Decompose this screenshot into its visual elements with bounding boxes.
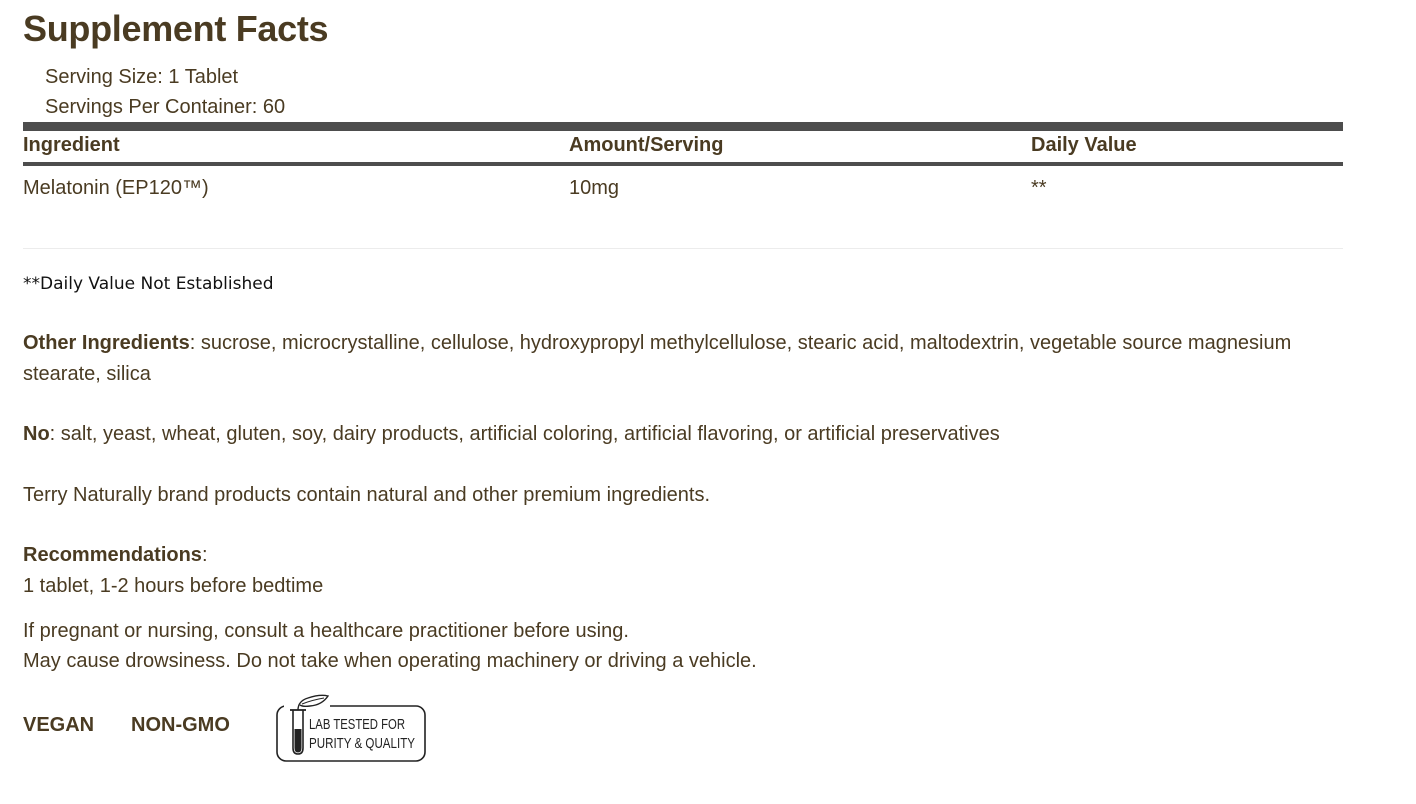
header-amount-serving: Amount/Serving bbox=[569, 134, 724, 156]
other-ingredients-text: : sucrose, microcrystalline, cellulose, hydroxypropyl methylcellulose, stearic acid, maltodextrin, vegetable source magnesium stearate, silica bbox=[23, 332, 1292, 385]
no-list bbox=[23, 419, 1000, 450]
header-ingredient: Ingredient bbox=[23, 134, 120, 156]
daily-value-footnote: **Daily Value Not Established bbox=[23, 274, 274, 294]
warning-pregnant: If pregnant or nursing, consult a healthcare practitioner before using. bbox=[23, 620, 629, 642]
recommendations-label: Recommendations bbox=[23, 544, 202, 566]
table-top-rule bbox=[23, 122, 1343, 131]
recommendations-text: 1 tablet, 1-2 hours before bedtime bbox=[23, 575, 324, 597]
servings-per-container: Servings Per Container: 60 bbox=[45, 96, 286, 118]
other-ingredients bbox=[23, 328, 1323, 390]
supplement-facts-title: Supplement Facts bbox=[23, 8, 329, 49]
lab-tested-line2: PURITY & QUALITY bbox=[309, 735, 415, 752]
vegan-badge: VEGAN bbox=[23, 714, 95, 736]
lab-tested-badge bbox=[276, 693, 426, 763]
brand-statement: Terry Naturally brand products contain natural and other premium ingredients. bbox=[23, 484, 711, 506]
header-daily-value: Daily Value bbox=[1031, 134, 1137, 156]
cell-daily-value: ** bbox=[1031, 177, 1047, 199]
recommendations-colon: : bbox=[201, 544, 208, 566]
no-text: : salt, yeast, wheat, gluten, soy, dairy products, artificial coloring, artificial flavoring, or artificial preservatives bbox=[49, 423, 1000, 445]
other-ingredients-label: Other Ingredients bbox=[23, 332, 190, 354]
warning-drowsiness: May cause drowsiness. Do not take when operating machinery or driving a vehicle. bbox=[23, 650, 757, 672]
cell-ingredient: Melatonin (EP120™) bbox=[23, 177, 209, 199]
table-bottom-divider bbox=[23, 248, 1343, 249]
no-label: No bbox=[23, 423, 50, 445]
recommendations-heading bbox=[23, 540, 208, 571]
lab-tested-line1: LAB TESTED FOR bbox=[309, 716, 406, 733]
table-header-rule bbox=[23, 162, 1343, 166]
cell-amount: 10mg bbox=[569, 177, 620, 199]
non-gmo-badge: NON-GMO bbox=[131, 714, 230, 736]
serving-size: Serving Size: 1 Tablet bbox=[45, 66, 239, 88]
